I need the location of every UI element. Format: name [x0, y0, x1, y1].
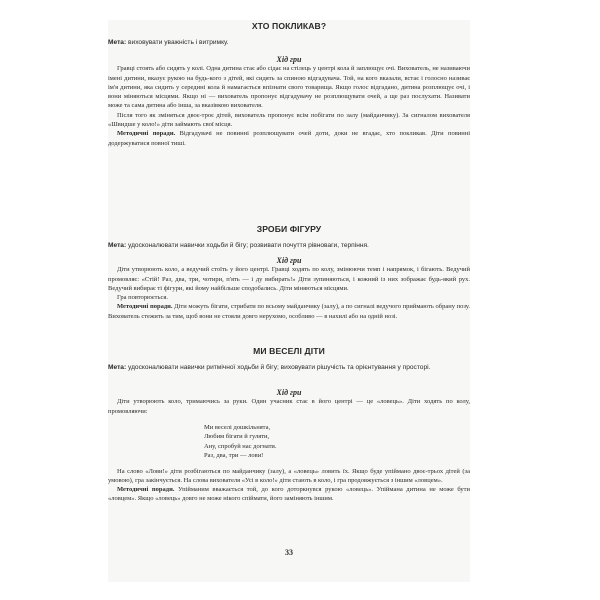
game-2-body — [108, 256, 470, 321]
paragraph: Діти утворюють коло, а ведучий стоїть у його центрі. Гравці ходять по колу, змінюючи темп і напрямок, і бігають. Ведучий промовляє: «Стій! Раз, два, три, чотири, п'ять — і ду вибирать!» Діти зупиняються, і кожний із них зображає будь-який рух. Ведучий вибирає ті фігури, які йому найбільше сподобались. Діти міняються місцями. — [108, 266, 470, 292]
paragraph: Гравці стоять або сидять у колі. Одна дитина стає або сідає на стілець у центрі кола й заплющує очі. Вихователь, не називаючи імені дитини, вказує рукою на будь-кого з дітей, які сидять за спиною відгадувача. Той, на кого вказали, встає і голосно називає ім'я дитини, яка сидить у середині кола й намагається впізнати свого товарища. Якщо голос відгадано, дитина розплющує очі, і вони міняються місцями. Якщо ні — вихователь пропонує відгадувачу не розплющувати очей, а ще раз послухати. Називати може та сама дитина або інша, за вказівкою вихователя. — [108, 65, 470, 110]
game-course-heading: Хід гри — [276, 256, 302, 265]
goal-label: Мета: — [108, 242, 127, 249]
paragraph: Гра повторюється. — [117, 294, 168, 302]
section-title: ХТО ПОКЛИКАВ? — [251, 21, 327, 31]
tips-text: Упійманим вважається той, до кого доторкнувся рукою «ловець». Упіймана дитина не може бути «ловцем». Якщо «ловець» довго не може нікого спіймати, його заміняють іншим. — [108, 486, 470, 503]
poem-line: Раз, два, три — лови! — [204, 452, 264, 460]
methodical-tips — [108, 485, 470, 504]
game-course-heading: Хід гри — [276, 55, 302, 64]
goal-text: удосконалювати навички ходьби й бігу; розвивати почуття рівноваги, терпіння. — [126, 242, 369, 249]
tips-text: Діти можуть бігати, стрибати по всьому майданчику (залу), а по сигналі ведучого приймають обрану позу. Вихователь стежить за тим, щоб вони не стояли довго нерухомо, особливо — в нахилі або на одній нозі. — [108, 303, 470, 320]
paragraph: На слово «Лови!» діти розбігаються по майданчику (залу), а «ловець» ловить їх. Якщо буде упіймано двоє-трьох дітей (за умовою), гра закінчується. На слова вихователя «Усі в коло!» діти стають в коло, і гра продовжується з іншим «ловцем». — [108, 467, 470, 484]
game-section-2 — [108, 225, 470, 234]
section-title: МИ ВЕСЕЛІ ДІТИ — [253, 346, 325, 356]
goal-label: Мета: — [108, 39, 127, 46]
tips-label: Методичні поради. — [117, 486, 175, 494]
book-page — [108, 20, 470, 582]
poem-line: Ми веселі дошкільнята, — [204, 423, 271, 431]
page-number: 33 — [285, 548, 293, 557]
tips-label: Методичні поради. — [117, 303, 173, 311]
game-course-heading: Хід гри — [276, 388, 302, 397]
tips-label: Методичні поради. — [117, 130, 176, 138]
tips-text: Відгадувачі не повинні розплющувати очей доти, доки не вгадає, хто покликав. Діти повинні додержуватися повної тиші. — [108, 130, 471, 147]
section-title: ЗРОБИ ФІГУРУ — [256, 224, 322, 234]
goal-line — [108, 363, 470, 373]
poem-line: Любим бігати й гуляти, — [204, 433, 270, 441]
goal-text: виховувати уважність і витримку. — [126, 39, 229, 46]
goal-line — [108, 241, 470, 251]
poem-line: Ану, спробуй нас догнати. — [204, 442, 277, 450]
paragraph: Діти утворюють коло, тримаючись за руки. Один учасник стає в його центрі — це «ловець». Діти ходять по колу, промовляючи: — [108, 398, 470, 415]
paragraph: Після того як зміняться двоє-троє дітей, вихователь пропонує всім побігати по залу (майданчику). За сигналом вихователя «Швидше у коло!» діти займають свої місця. — [108, 111, 470, 129]
methodical-tips — [108, 302, 470, 321]
goal-label: Мета: — [108, 364, 127, 371]
goal-line — [108, 38, 470, 48]
game-section-1 — [108, 22, 470, 31]
goal-text: удосконалювати навички ритмічної ходьби й бігу; виховувати рішучість та орієнтування у просторі. — [126, 364, 431, 371]
game-section-3 — [108, 347, 470, 356]
game-3-body — [108, 388, 470, 504]
game-1-body — [108, 55, 470, 148]
methodical-tips — [108, 129, 470, 148]
